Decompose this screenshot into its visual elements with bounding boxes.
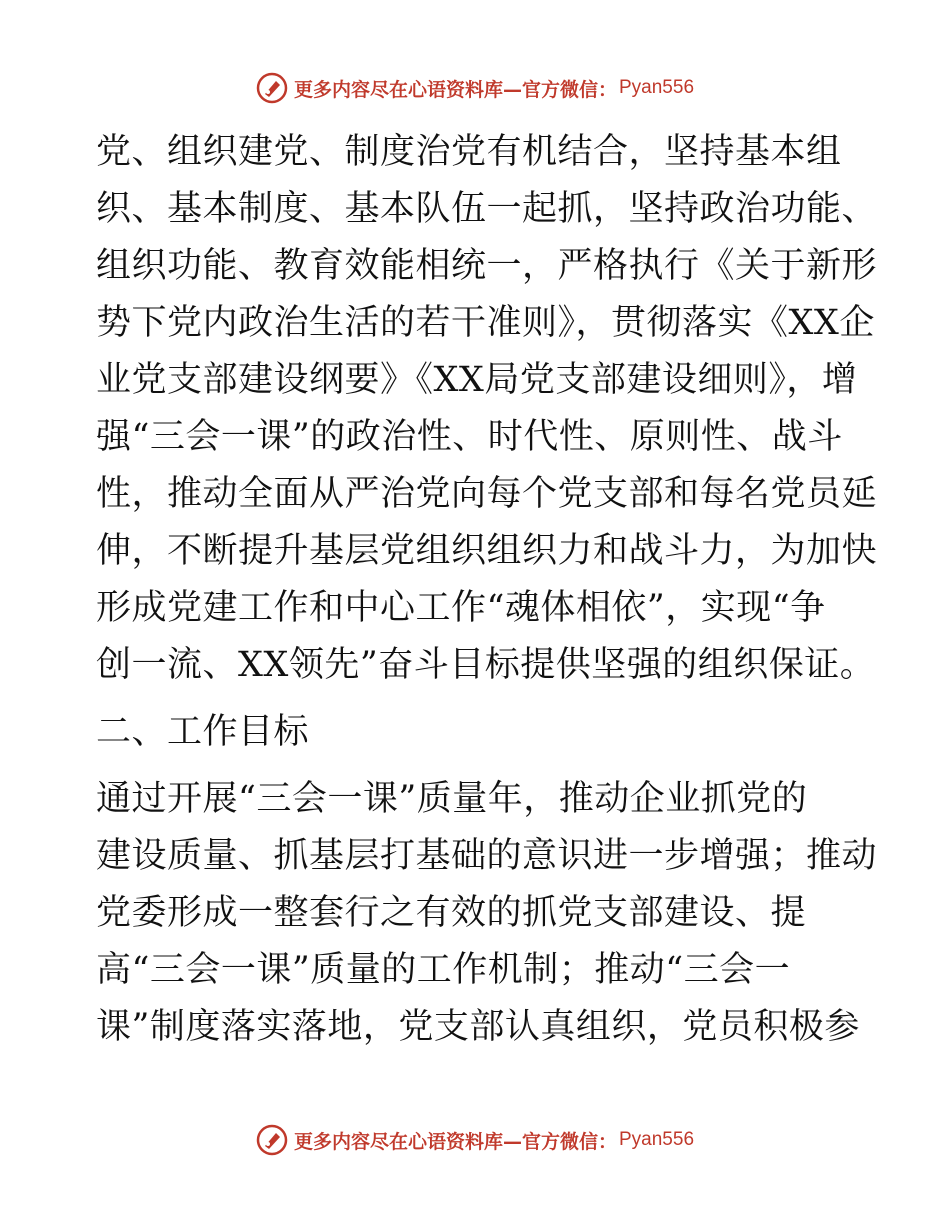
text-line: 通过开展“三会一课”质量年，推动企业抓党的	[96, 779, 808, 819]
text-line: 性，推动全面从严治党向每个党支部和每名党员延	[96, 474, 878, 514]
text-line: 业党支部建设纲要》《XX局党支部建设细则》，增	[96, 360, 858, 400]
text-line: 织、基本制度、基本队伍一起抓，坚持政治功能、	[96, 189, 878, 229]
watermark-text: 更多内容尽在心语资料库—官方微信：	[293, 1130, 617, 1153]
paragraph-2	[96, 771, 878, 1056]
text-line: 高“三会一课”质量的工作机制；推动“三会一	[96, 950, 791, 990]
pen-nib-logo-icon	[256, 72, 288, 104]
text-line: 形成党建工作和中心工作“魂体相依”，实现“争	[96, 588, 826, 628]
text-line: 创一流、XX领先”奋斗目标提供坚强的组织保证。	[96, 645, 876, 685]
paragraph-1	[96, 124, 878, 694]
header-watermark	[0, 68, 950, 108]
pen-nib-logo-icon	[256, 1124, 288, 1156]
footer-watermark	[0, 1120, 950, 1160]
text-line: 组织功能、教育效能相统一，严格执行《关于新形	[96, 246, 878, 286]
text-line: 强“三会一课”的政治性、时代性、原则性、战斗	[96, 417, 843, 457]
text-line: 建设质量、抓基层打基础的意识进一步增强；推动	[96, 836, 878, 876]
watermark-wechat-id: Pyan556	[619, 77, 695, 98]
text-line: 党委形成一整套行之有效的抓党支部建设、提	[96, 893, 807, 933]
watermark-wechat-id: Pyan556	[619, 1129, 695, 1150]
text-line: 伸，不断提升基层党组织组织力和战斗力，为加快	[96, 531, 878, 571]
text-line: 势下党内政治生活的若干准则》，贯彻落实《XX企	[96, 303, 875, 343]
text-line: 党、组织建党、制度治党有机结合，坚持基本组	[96, 132, 842, 172]
document-body	[96, 124, 878, 1056]
watermark-text: 更多内容尽在心语资料库—官方微信：	[293, 78, 617, 101]
section-heading: 二、工作目标	[96, 712, 310, 752]
text-line: 课”制度落实落地，党支部认真组织，党员积极参	[96, 1007, 860, 1047]
